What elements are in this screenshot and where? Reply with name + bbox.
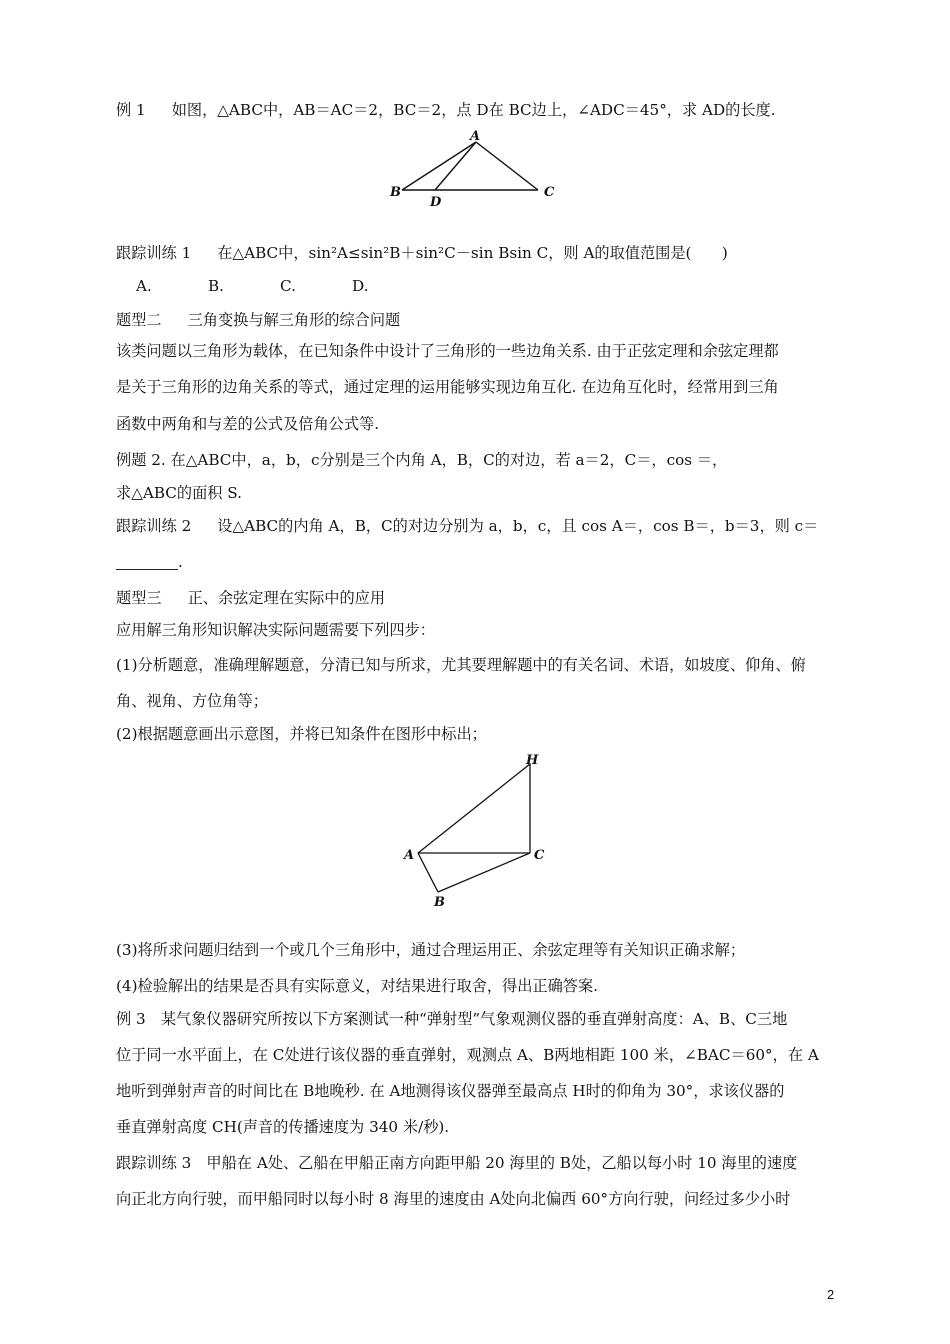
example1-text: 如图，△ABC中，AB＝AC＝2，BC＝2，点 D在 BC边上，∠ADC＝45°，求 AD的长度. <box>171 101 776 119</box>
type3-step4: (4)检验解出的结果是否具有实际意义，对结果进行取舍，得出正确答案. <box>116 977 598 995</box>
type3-step1-b: 角、视角、方位角等； <box>116 692 268 710</box>
type3-intro: 应用解三角形知识解决实际问题需要下列四步： <box>116 621 435 639</box>
example3-line-3: 地听到弹射声音的时间比在 B地晚秒. 在 A地测得该仪器弹至最高点 H时的仰角为 30°，求该仪器的 <box>116 1082 785 1100</box>
practice2-label: 跟踪训练 2 <box>116 517 192 535</box>
type3-heading <box>116 588 385 608</box>
example3-line-2: 位于同一水平面上，在 C处进行该仪器的垂直弹射，观测点 A、B两地相距 100 米，∠BAC＝60°，在 A <box>116 1046 819 1064</box>
practice1 <box>116 243 728 263</box>
figure1-label-a: A <box>470 129 481 144</box>
practice1-text: 在△ABC中，sin²A≤sin²B＋sin²C－sin Bsin C，则 A的取值范围是( ) <box>217 244 728 262</box>
triangle-figure-1 <box>380 128 570 210</box>
triangle-figure-2 <box>398 752 558 912</box>
figure2-label-b: B <box>434 895 445 910</box>
practice2-answer <box>116 552 183 572</box>
choice-c: C. <box>280 277 296 295</box>
figure1-label-b: B <box>390 185 401 200</box>
example2-line-2: 求△ABC的面积 S. <box>116 484 242 502</box>
choice-d: D. <box>352 277 369 295</box>
practice2-text: 设△ABC的内角 A，B，C的对边分别为 a，b，c，且 cos A＝，cos B＝，b＝3，则 c＝ <box>217 517 819 535</box>
answer-blank <box>116 553 178 570</box>
figure2-label-a: A <box>404 848 415 863</box>
type3-title-label: 题型三 <box>116 589 162 607</box>
type2-heading <box>116 310 400 330</box>
figure1-label-c: C <box>544 185 555 200</box>
choice-b: B. <box>208 277 224 295</box>
example1-label: 例 1 <box>116 101 146 119</box>
example3-line-1: 例 3 某气象仪器研究所按以下方案测试一种“弹射型”气象观测仪器的垂直弹射高度：A、B、C三地 <box>116 1010 788 1028</box>
type2-para-1: 该类问题以三角形为载体，在已知条件中设计了三角形的一些边角关系. 由于正弦定理和余弦定理都 <box>116 342 779 360</box>
figure1-label-d: D <box>430 195 442 210</box>
type3-step3: (3)将所求问题归结到一个或几个三角形中，通过合理运用正、余弦定理等有关知识正确求解； <box>116 941 746 959</box>
practice1-choices <box>136 276 424 296</box>
type2-para-3: 函数中两角和与差的公式及倍角公式等. <box>116 415 380 433</box>
practice2-tail: . <box>178 553 183 571</box>
practice1-label: 跟踪训练 1 <box>116 244 192 262</box>
figure2-label-c: C <box>534 848 545 863</box>
choice-a: A. <box>136 277 152 295</box>
type3-title: 正、余弦定理在实际中的应用 <box>187 589 385 607</box>
practice3-line-1: 跟踪训练 3 甲船在 A处、乙船在甲船正南方向距甲船 20 海里的 B处，乙船以每小时 10 海里的速度 <box>116 1154 798 1172</box>
figure2-label-h: H <box>526 753 539 768</box>
type2-para-2: 是关于三角形的边角关系的等式，通过定理的运用能够实现边角互化. 在边角互化时，经常用到三角 <box>116 378 779 396</box>
page-number: 2 <box>827 1287 835 1302</box>
type3-step1-a: (1)分析题意，准确理解题意，分清已知与所求，尤其要理解题中的有关名词、术语，如坡度、仰角、俯 <box>116 656 806 674</box>
example2-line-1: 例题 2. 在△ABC中，a，b，c分别是三个内角 A，B，C的对边，若 a＝2，C＝，cos ＝， <box>116 451 728 469</box>
example1 <box>116 100 776 120</box>
practice3-line-2: 向正北方向行驶，而甲船同时以每小时 8 海里的速度由 A处向北偏西 60°方向行驶，问经过多少小时 <box>116 1190 791 1208</box>
practice2 <box>116 516 818 536</box>
type2-title-label: 题型二 <box>116 311 162 329</box>
type2-title: 三角变换与解三角形的综合问题 <box>187 311 401 329</box>
example3-line-4: 垂直弹射高度 CH(声音的传播速度为 340 米/秒). <box>116 1118 450 1136</box>
type3-step2: (2)根据题意画出示意图，并将已知条件在图形中标出； <box>116 725 487 743</box>
